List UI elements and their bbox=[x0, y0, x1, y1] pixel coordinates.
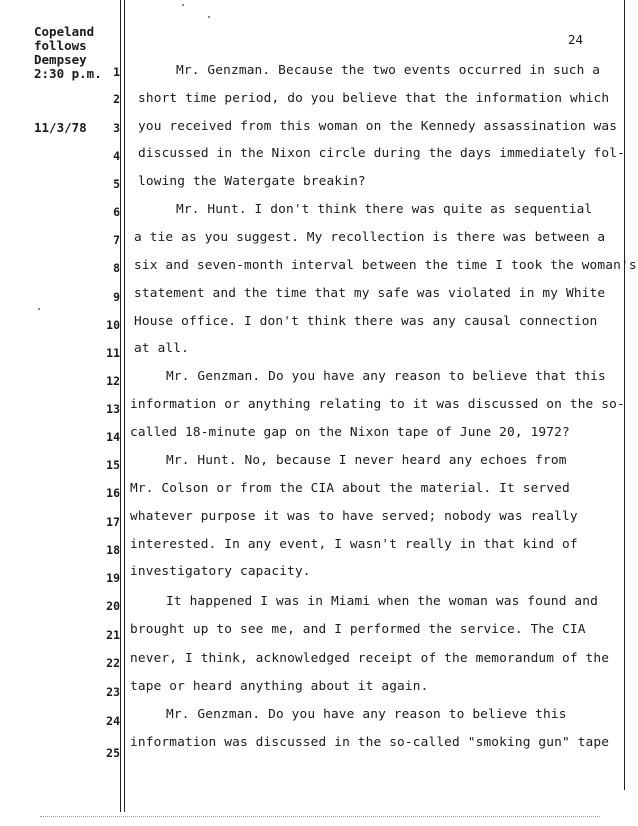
transcript-line: information or anything relating to it was discussed on the so- bbox=[130, 397, 625, 412]
margin-note-line: Dempsey bbox=[34, 52, 87, 67]
transcript-line: six and seven-month interval between the time I took the woman's bbox=[134, 258, 637, 273]
transcript-line: statement and the time that my safe was violated in my White bbox=[134, 286, 606, 301]
transcript-line: It happened I was in Miami when the woman was found and bbox=[166, 594, 598, 609]
transcript-line: Mr. Genzman. Because the two events occurred in such a bbox=[176, 63, 601, 78]
line-number: 18 bbox=[106, 543, 120, 557]
line-number: 1 bbox=[113, 65, 120, 79]
transcript-line: Mr. Genzman. Do you have any reason to believe that this bbox=[166, 369, 606, 384]
line-number: 25 bbox=[106, 746, 120, 760]
transcript-line: Mr. Colson or from the CIA about the material. It served bbox=[130, 481, 570, 496]
line-number: 15 bbox=[106, 458, 120, 472]
scan-speck bbox=[38, 308, 40, 310]
margin-date: 11/3/78 bbox=[34, 120, 87, 135]
transcript-line: House office. I don't think there was any causal connection bbox=[134, 314, 598, 329]
margin-note-line: 2:30 p.m. bbox=[34, 66, 102, 81]
transcript-line: you received from this woman on the Kennedy assassination was bbox=[138, 119, 618, 134]
margin-note-line: Copeland bbox=[34, 24, 95, 39]
line-number: 9 bbox=[113, 290, 120, 304]
line-number: 20 bbox=[106, 599, 120, 613]
transcript-line: at all. bbox=[134, 341, 189, 356]
transcript-line: tape or heard anything about it again. bbox=[130, 679, 429, 694]
transcript-line: called 18-minute gap on the Nixon tape of June 20, 1972? bbox=[130, 425, 570, 440]
transcript-line: short time period, do you believe that the information which bbox=[138, 91, 610, 106]
line-number: 6 bbox=[113, 205, 120, 219]
transcript-line: Mr. Hunt. No, because I never heard any echoes from bbox=[166, 453, 567, 468]
page-number: 24 bbox=[568, 32, 584, 47]
line-number: 4 bbox=[113, 149, 120, 163]
transcript-line: lowing the Watergate breakin? bbox=[138, 174, 366, 189]
transcript-line: never, I think, acknowledged receipt of the memorandum of the bbox=[130, 651, 610, 666]
line-number: 21 bbox=[106, 628, 120, 642]
transcript-line: a tie as you suggest. My recollection is there was between a bbox=[134, 230, 606, 245]
transcript-line: brought up to see me, and I performed the service. The CIA bbox=[130, 622, 586, 637]
line-number: 13 bbox=[106, 402, 120, 416]
scan-speck bbox=[208, 16, 210, 18]
line-number: 19 bbox=[106, 571, 120, 585]
transcript-line: interested. In any event, I wasn't really in that kind of bbox=[130, 537, 578, 552]
line-number: 5 bbox=[113, 177, 120, 191]
line-number: 23 bbox=[106, 685, 120, 699]
line-number: 17 bbox=[106, 515, 120, 529]
transcript-line: information was discussed in the so-called "smoking gun" tape bbox=[130, 735, 610, 750]
line-number: 10 bbox=[106, 318, 120, 332]
transcript-line: Mr. Genzman. Do you have any reason to believe this bbox=[166, 707, 567, 722]
left-margin-rule bbox=[120, 0, 121, 812]
line-number: 3 bbox=[113, 121, 120, 135]
line-number: 2 bbox=[113, 92, 120, 106]
line-number: 22 bbox=[106, 656, 120, 670]
line-number: 11 bbox=[106, 346, 120, 360]
line-number: 7 bbox=[113, 233, 120, 247]
transcript-line: Mr. Hunt. I don't think there was quite as sequential bbox=[176, 202, 593, 217]
scan-noise-line bbox=[40, 816, 600, 817]
transcript-line: investigatory capacity. bbox=[130, 564, 311, 579]
scan-speck bbox=[182, 4, 184, 6]
margin-note-line: follows bbox=[34, 38, 87, 53]
line-number: 8 bbox=[113, 261, 120, 275]
transcript-line: whatever purpose it was to have served; nobody was really bbox=[130, 509, 578, 524]
transcript-line: discussed in the Nixon circle during the days immediately fol- bbox=[138, 146, 625, 161]
margin-note bbox=[34, 25, 102, 81]
line-number: 12 bbox=[106, 374, 120, 388]
line-number: 14 bbox=[106, 430, 120, 444]
right-margin-rule bbox=[624, 0, 625, 790]
left-margin-rule-inner bbox=[124, 0, 125, 812]
line-number: 24 bbox=[106, 714, 120, 728]
line-number: 16 bbox=[106, 486, 120, 500]
